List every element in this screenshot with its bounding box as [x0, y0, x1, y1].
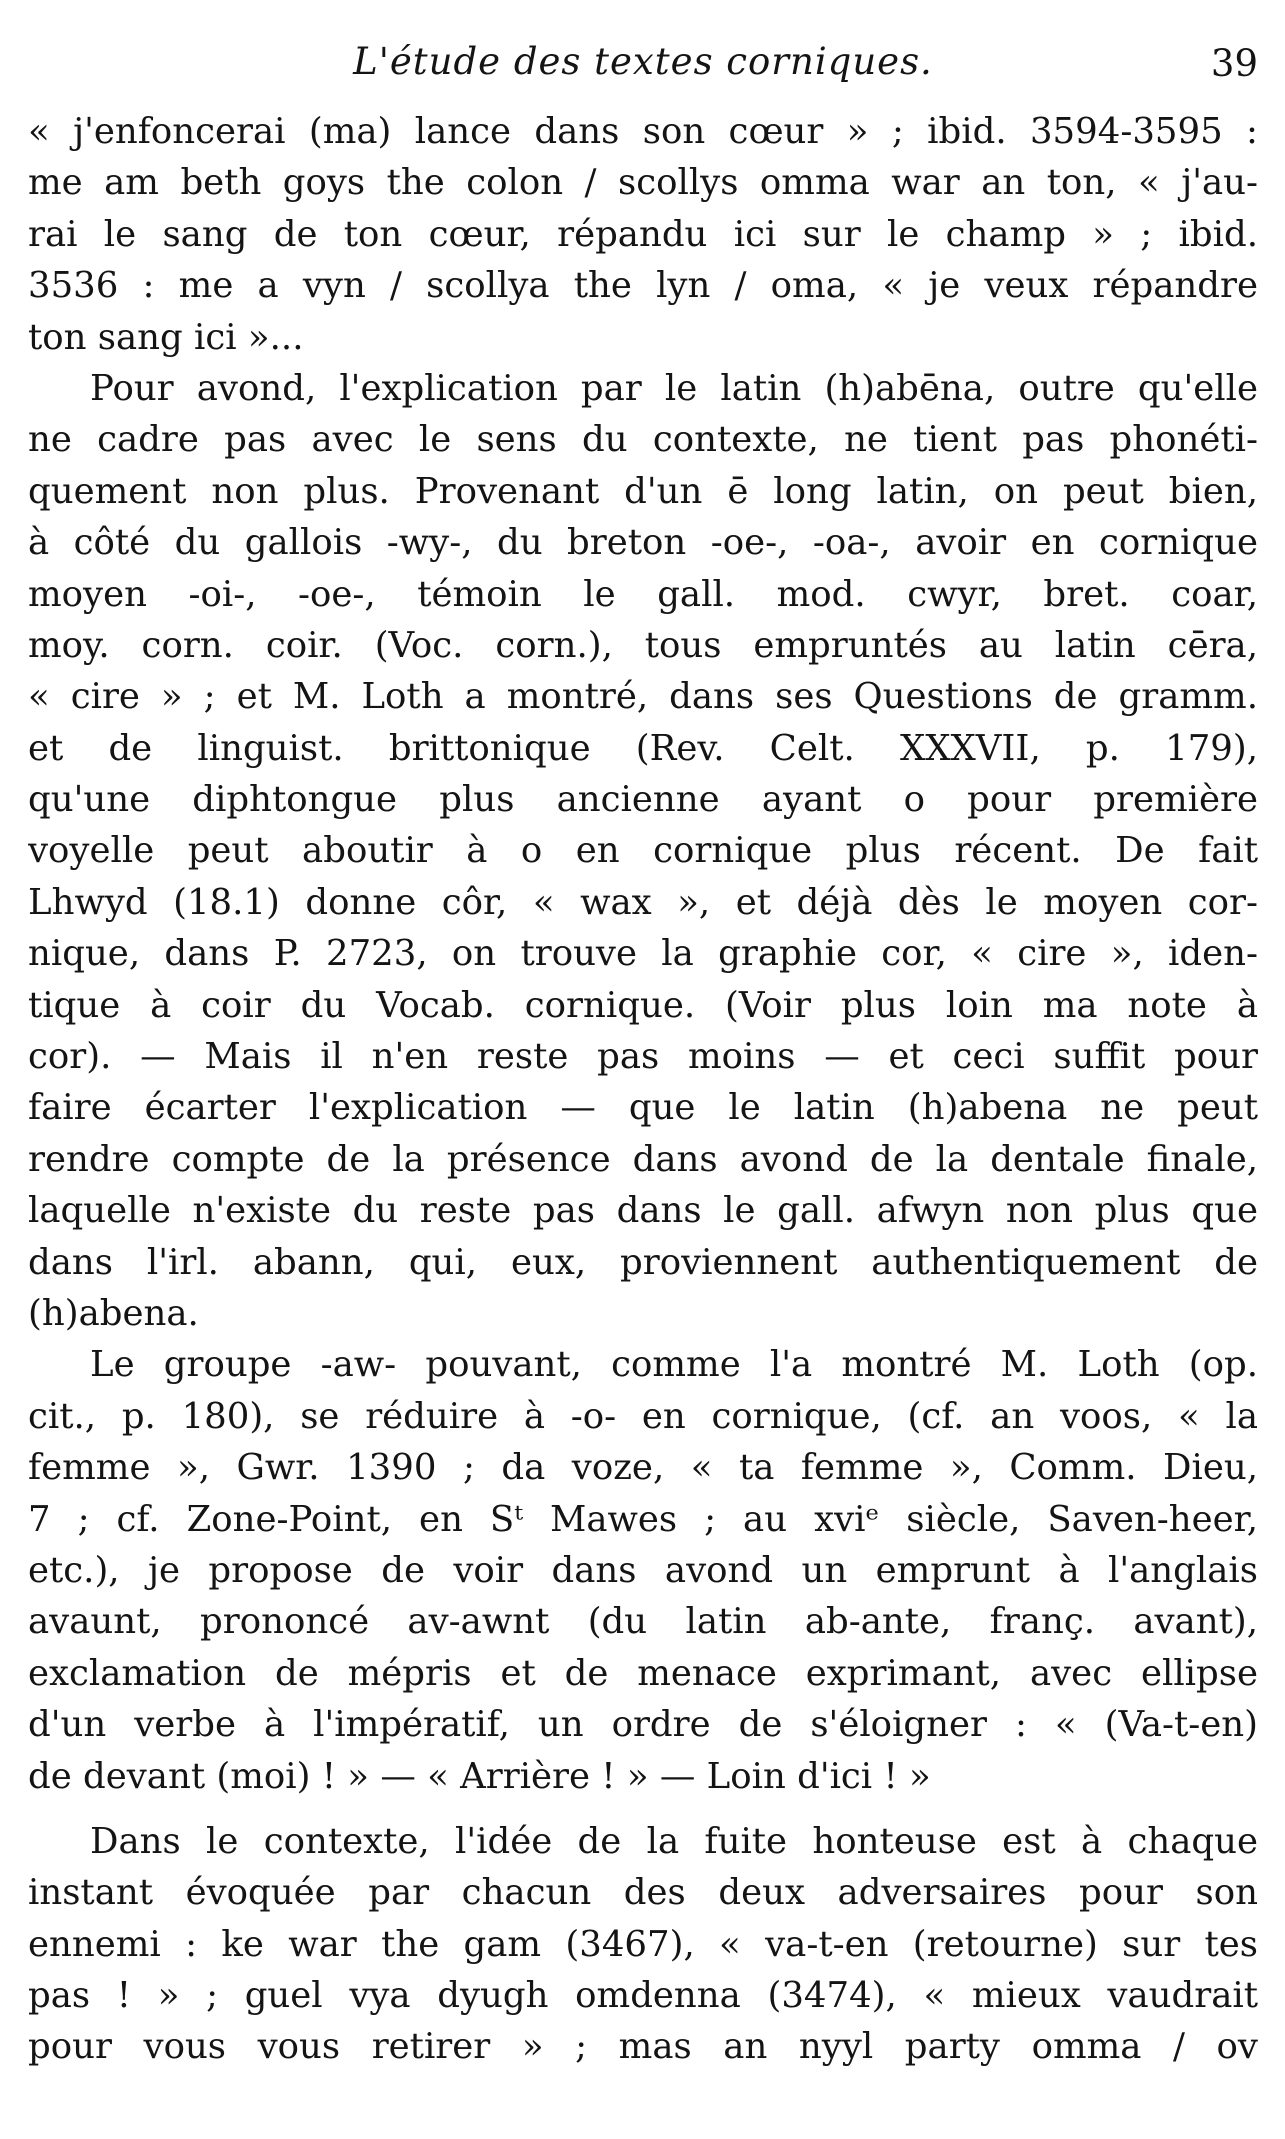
text-line: dans l'irl. abann, qui, eux, proviennent authentiquement de: [28, 1241, 1258, 1283]
text-line: Le groupe -aw- pouvant, comme l'a montré M. Loth (op.: [90, 1344, 1258, 1386]
text-line: d'un verbe à l'impératif, un ordre de s'éloigner : « (Va-t-en): [28, 1704, 1258, 1746]
text-line: Lhwyd (18.1) donne côr, « wax », et déjà dès le moyen cor-: [28, 881, 1258, 923]
text-line: moy. corn. coir. (Voc. corn.), tous empruntés au latin cēra,: [28, 624, 1258, 666]
text-line: « j'enfoncerai (ma) lance dans son cœur » ; ibid. 3594-3595 :: [28, 111, 1258, 152]
text-line: « cire » ; et M. Loth a montré, dans ses Questions de gramm.: [28, 676, 1258, 718]
text-line: pas ! » ; guel vya dyugh omdenna (3474), « mieux vaudrait: [28, 1975, 1258, 2017]
text-line: femme », Gwr. 1390 ; da voze, « ta femme », Comm. Dieu,: [28, 1447, 1258, 1489]
text-line: Pour avond, l'explication par le latin (h)abēna, outre qu'elle: [90, 367, 1258, 409]
text-line: instant évoquée par chacun des deux adversaires pour son: [28, 1872, 1258, 1914]
running-title: L'étude des textes corniques.: [353, 40, 933, 83]
text-line: de devant (moi) ! » — « Arrière ! » — Loin d'ici ! »: [28, 1755, 931, 1797]
text-line: moyen -oi-, -oe-, témoin le gall. mod. cwyr, bret. coar,: [28, 573, 1258, 615]
text-line: (h)abena.: [28, 1292, 199, 1334]
paragraph: [28, 1816, 1258, 2073]
text-line: voyelle peut aboutir à o en cornique plus récent. De fait: [28, 830, 1258, 872]
paragraph: [28, 1339, 1258, 1802]
text-line: Dans le contexte, l'idée de la fuite honteuse est à chaque: [90, 1820, 1258, 1862]
page-number: 39: [1210, 42, 1258, 85]
text-line: etc.), je propose de voir dans avond un emprunt à l'anglais: [28, 1549, 1258, 1591]
body-text: [28, 106, 1258, 2073]
paragraph-gap: [28, 1802, 1258, 1816]
text-line: tique à coir du Vocab. cornique. (Voir plus loin ma note à: [28, 984, 1258, 1026]
text-line: me am beth goys the colon / scollys omma war an ton, « j'au-: [28, 162, 1258, 204]
paragraph: [28, 106, 1258, 363]
text-line: 7 ; cf. Zone-Point, en Sᵗ Mawes ; au xviᵉ siècle, Saven-heer,: [28, 1498, 1258, 1540]
text-line: pour vous vous retirer » ; mas an nyyl party omma / ov: [28, 2026, 1258, 2068]
text-line: 3536 : me a vyn / scollya the lyn / oma, « je veux répandre: [28, 265, 1258, 307]
running-header: [28, 38, 1258, 98]
text-line: quement non plus. Provenant d'un ē long latin, on peut bien,: [28, 470, 1258, 512]
text-line: laquelle n'existe du reste pas dans le gall. afwyn non plus que: [28, 1190, 1258, 1232]
paragraph: [28, 363, 1258, 1339]
text-line: et de linguist. brittonique (Rev. Celt. XXXVII, p. 179),: [28, 727, 1258, 769]
text-line: ennemi : ke war the gam (3467), « va-t-en (retourne) sur tes: [28, 1923, 1258, 1965]
text-line: rendre compte de la présence dans avond de la dentale finale,: [28, 1138, 1258, 1180]
text-line: cor). — Mais il n'en reste pas moins — et ceci suffit pour: [28, 1036, 1258, 1078]
text-line: ton sang ici »...: [28, 316, 304, 358]
text-line: cit., p. 180), se réduire à -o- en cornique, (cf. an voos, « la: [28, 1395, 1258, 1437]
text-line: avaunt, prononcé av-awnt (du latin ab-ante, franç. avant),: [28, 1601, 1258, 1643]
text-line: nique, dans P. 2723, on trouve la graphie cor, « cire », iden-: [28, 933, 1258, 975]
text-line: ne cadre pas avec le sens du contexte, ne tient pas phonéti-: [28, 419, 1258, 461]
text-line: rai le sang de ton cœur, répandu ici sur le champ » ; ibid.: [28, 213, 1258, 255]
text-line: qu'une diphtongue plus ancienne ayant o pour première: [28, 779, 1258, 821]
text-line: à côté du gallois -wy-, du breton -oe-, -oa-, avoir en cornique: [28, 522, 1258, 564]
text-line: exclamation de mépris et de menace exprimant, avec ellipse: [28, 1652, 1258, 1694]
text-line: faire écarter l'explication — que le latin (h)abena ne peut: [28, 1087, 1258, 1129]
